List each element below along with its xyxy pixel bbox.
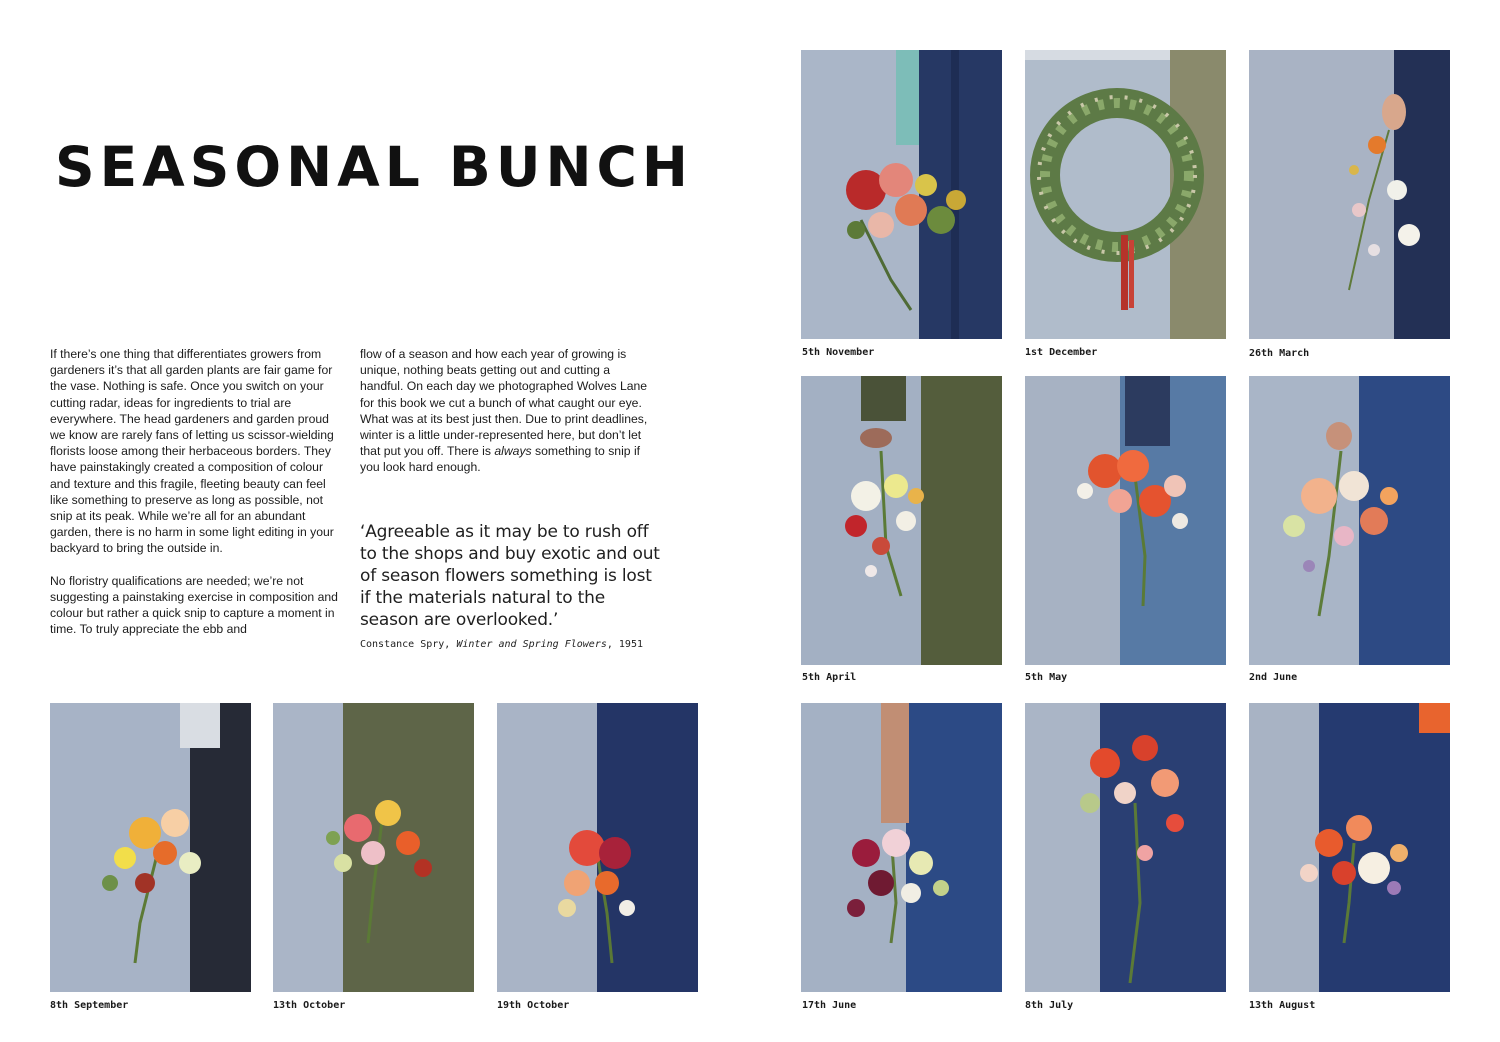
photo-caption: 5th May [1025,672,1068,683]
photo-bouquet-19th-october [497,703,698,992]
photo-bouquet-13th-august [1249,703,1450,992]
photo-caption: 5th November [802,347,875,358]
page-title: SEASONAL BUNCH [55,135,693,199]
body-paragraph-2: No floristry qualifications are needed; we’re not suggesting a painstaking exercise in composition and colour but rather a quick snip to capture a moment in time. To truly appreciate the ebb and [50,573,338,637]
photo-bouquet-17th-june [801,703,1002,992]
body-paragraph-3 [360,346,655,476]
body-column-1 [50,346,342,653]
photo-caption: 8th July [1025,1000,1074,1011]
photo-bouquet-5th-may [1025,376,1226,665]
citation-author: Constance Spry, [360,639,451,650]
pull-quote: ‘Agreeable as it may be to rush off to the shops and buy exotic and out of season flowers something is lost if the materials natural to the season are overlooked.’ [360,522,660,630]
body-paragraph-3-main: flow of a season and how each year of growing is unique, nothing beats getting out and cutting a handful. On each day we photographed Wolves Lane for this book we cut a bunch of what caught our eye. What was at its best just then. Due to print deadlines, winter is a little under-represented here, but don’t let that put you off. There is [360,347,648,459]
photo-wreath-1st-december [1025,50,1226,339]
body-column-2 [360,346,655,492]
photo-caption: 26th March [1249,348,1310,359]
photo-bouquet-8th-july [1025,703,1226,992]
citation-year: , 1951 [606,639,643,650]
photo-caption: 2nd June [1249,672,1298,683]
photo-caption: 13th August [1249,1000,1316,1011]
body-paragraph-3-end: something to snip if you look hard enough. [360,444,641,475]
emphasis-always: always [494,444,532,459]
photo-bouquet-5th-november [801,50,1002,339]
photo-bouquet-8th-september [50,703,251,992]
photo-bouquet-2nd-june [1249,376,1450,665]
photo-caption: 19th October [497,1000,570,1011]
photo-bouquet-26th-march [1249,50,1450,339]
photo-bouquet-5th-april [801,376,1002,665]
citation-work: Winter and Spring Flowers [456,639,607,650]
photo-caption: 13th October [273,1000,346,1011]
photo-caption: 1st December [1025,347,1098,358]
body-paragraph-1: If there’s one thing that differentiates growers from gardeners it’s that all garden plants are fair game for the vase. Nothing is safe. Once you switch on your cutting radar, ideas for ingredients to trial are everywhere. The head gardeners and garden proud we know are rarely fans of letting us scissor-wielding florists loose among their herbaceous borders. They have painstakingly created a composition of colour and texture and this fragile, fleeting beauty can feel like something to preserve as long as possible, not snip at its peak. While we’re all for an abundant garden, there is no harm in some light editing in your backyard to bring the outside in. [50,347,334,556]
photo-bouquet-13th-october [273,703,474,992]
photo-caption: 5th April [802,672,857,683]
photo-caption: 8th September [50,1000,129,1011]
photo-caption: 17th June [802,1000,857,1011]
quote-citation [360,639,680,650]
